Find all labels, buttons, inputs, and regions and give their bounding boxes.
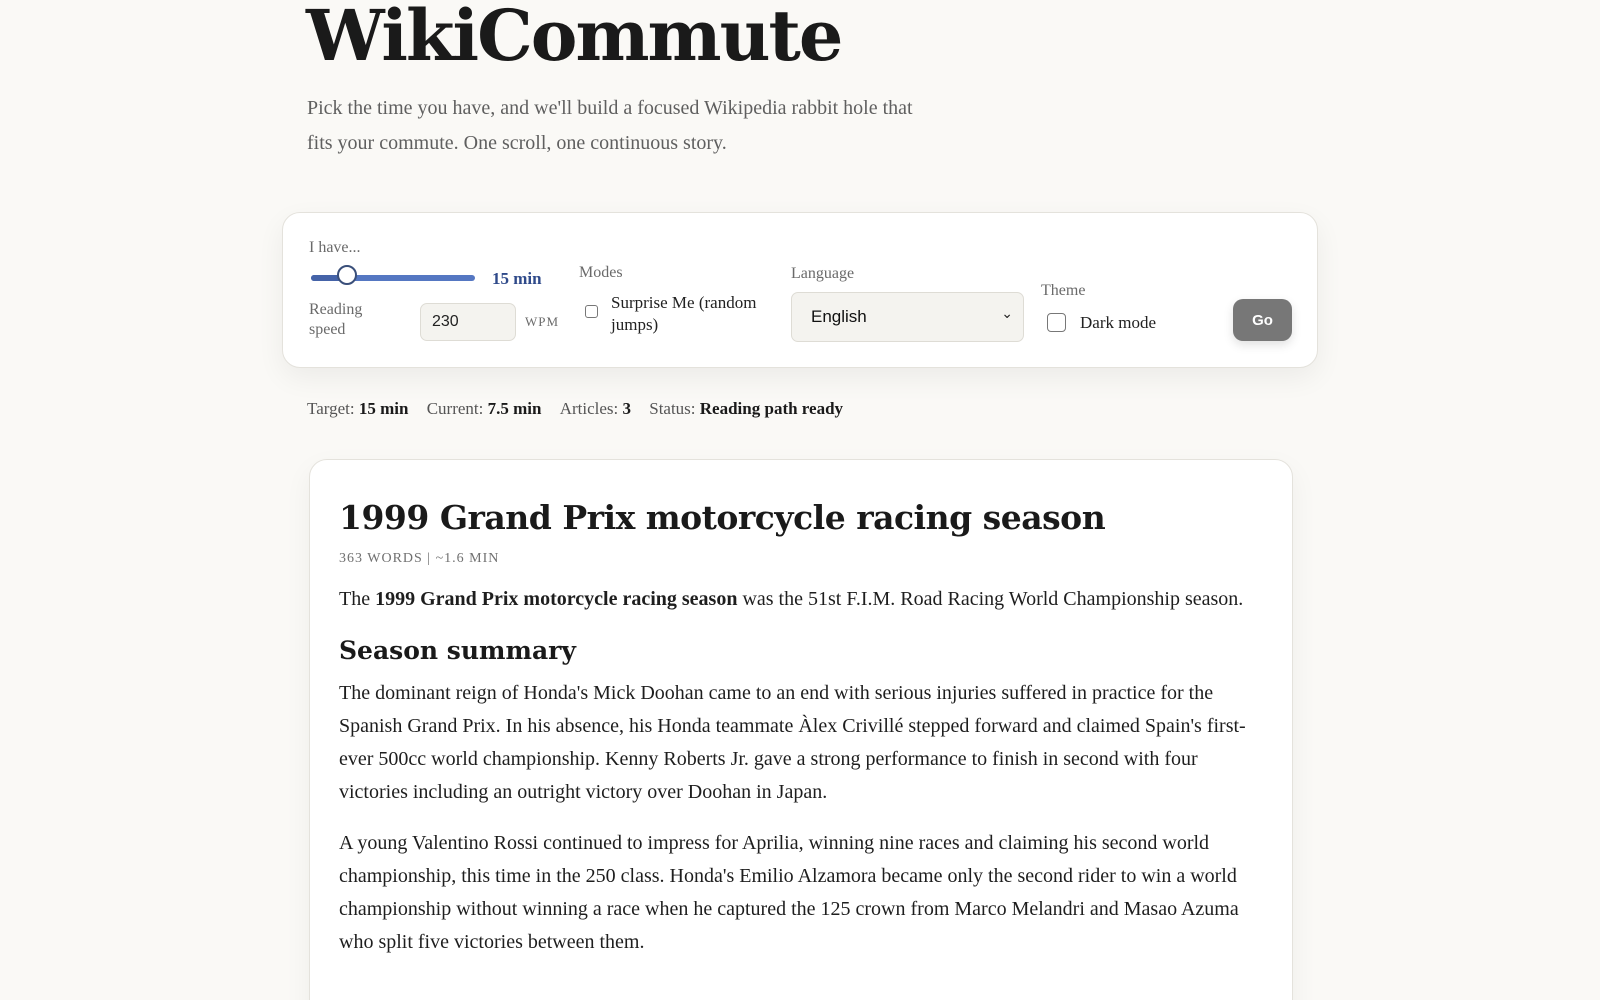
article-body [339, 583, 1259, 977]
intro-post: was the 51st F.I.M. Road Racing World Championship season. [737, 588, 1244, 610]
current-value: 7.5 min [487, 399, 542, 418]
surprise-me-label[interactable]: Surprise Me (random jumps) [611, 293, 757, 334]
status-value: Reading path ready [699, 399, 844, 418]
target-value: 15 min [358, 399, 409, 418]
target-label: Target: [307, 399, 355, 418]
app-title: WikiCommute [306, 0, 842, 77]
surprise-me-checkbox[interactable] [585, 305, 598, 318]
article-paragraph: A young Valentino Rossi continued to impress for Aprilia, winning nine races and claiming his second world championship, this time in the 250 class. Honda's Emilio Alzamora became only the second rider to win a world championship without winning a race when he captured the 125 crown from Marco Melandri and Masao Azuma who split five victories between them. [339, 832, 1239, 953]
intro-pre: The [339, 588, 376, 610]
current-status [427, 399, 542, 419]
article-title: 1999 Grand Prix motorcycle racing season [339, 498, 1106, 537]
article-card [309, 459, 1293, 1000]
status-bar [307, 399, 857, 419]
time-slider-value: 15 min [492, 269, 542, 288]
go-button[interactable]: Go [1233, 299, 1292, 341]
reading-speed-label: Reading speed [309, 301, 363, 338]
article-paragraph: The dominant reign of Honda's Mick Doohan came to an end with serious injuries suffered in practice for the Spanish Grand Prix. In his absence, his Honda teammate Àlex Crivillé stepped forward and claimed Spain's first-ever 500cc world championship. Kenny Roberts Jr. gave a strong performance to finish in second with four victories including an outright victory over Doohan in Japan. [339, 682, 1246, 803]
current-label: Current: [426, 399, 484, 418]
status-label: Status: [649, 399, 696, 418]
article-meta: 363 WORDS | ~1.6 MIN [339, 551, 500, 566]
modes-label: Modes [579, 264, 623, 281]
articles-value: 3 [622, 399, 631, 418]
time-slider-track[interactable] [311, 275, 475, 281]
section-heading: Season summary [339, 636, 576, 665]
articles-label: Articles: [559, 399, 619, 418]
reading-speed-value: 230 [432, 313, 459, 330]
article-intro [339, 583, 1259, 616]
theme-label: Theme [1041, 282, 1086, 299]
dark-mode-checkbox[interactable] [1047, 313, 1066, 332]
language-selected-value: English [811, 307, 867, 326]
tagline: Pick the time you have, and we'll build a focused Wikipedia rabbit hole that fits your commute. One scroll, one continuous story. [307, 97, 913, 154]
target-status [307, 399, 408, 419]
controls-panel [282, 212, 1318, 368]
intro-bold: 1999 Grand Prix motorcycle racing season [375, 588, 738, 610]
articles-status [560, 399, 631, 419]
reading-speed-input[interactable] [420, 303, 516, 341]
language-select[interactable] [791, 292, 1024, 342]
time-label: I have... [309, 239, 361, 256]
wpm-unit-label: WPM [525, 314, 560, 329]
time-slider-handle[interactable] [337, 265, 357, 285]
status-state [649, 399, 843, 419]
dark-mode-label[interactable]: Dark mode [1080, 313, 1157, 332]
language-label: Language [791, 265, 855, 282]
chevron-down-icon: ⌄ [1001, 306, 1013, 322]
